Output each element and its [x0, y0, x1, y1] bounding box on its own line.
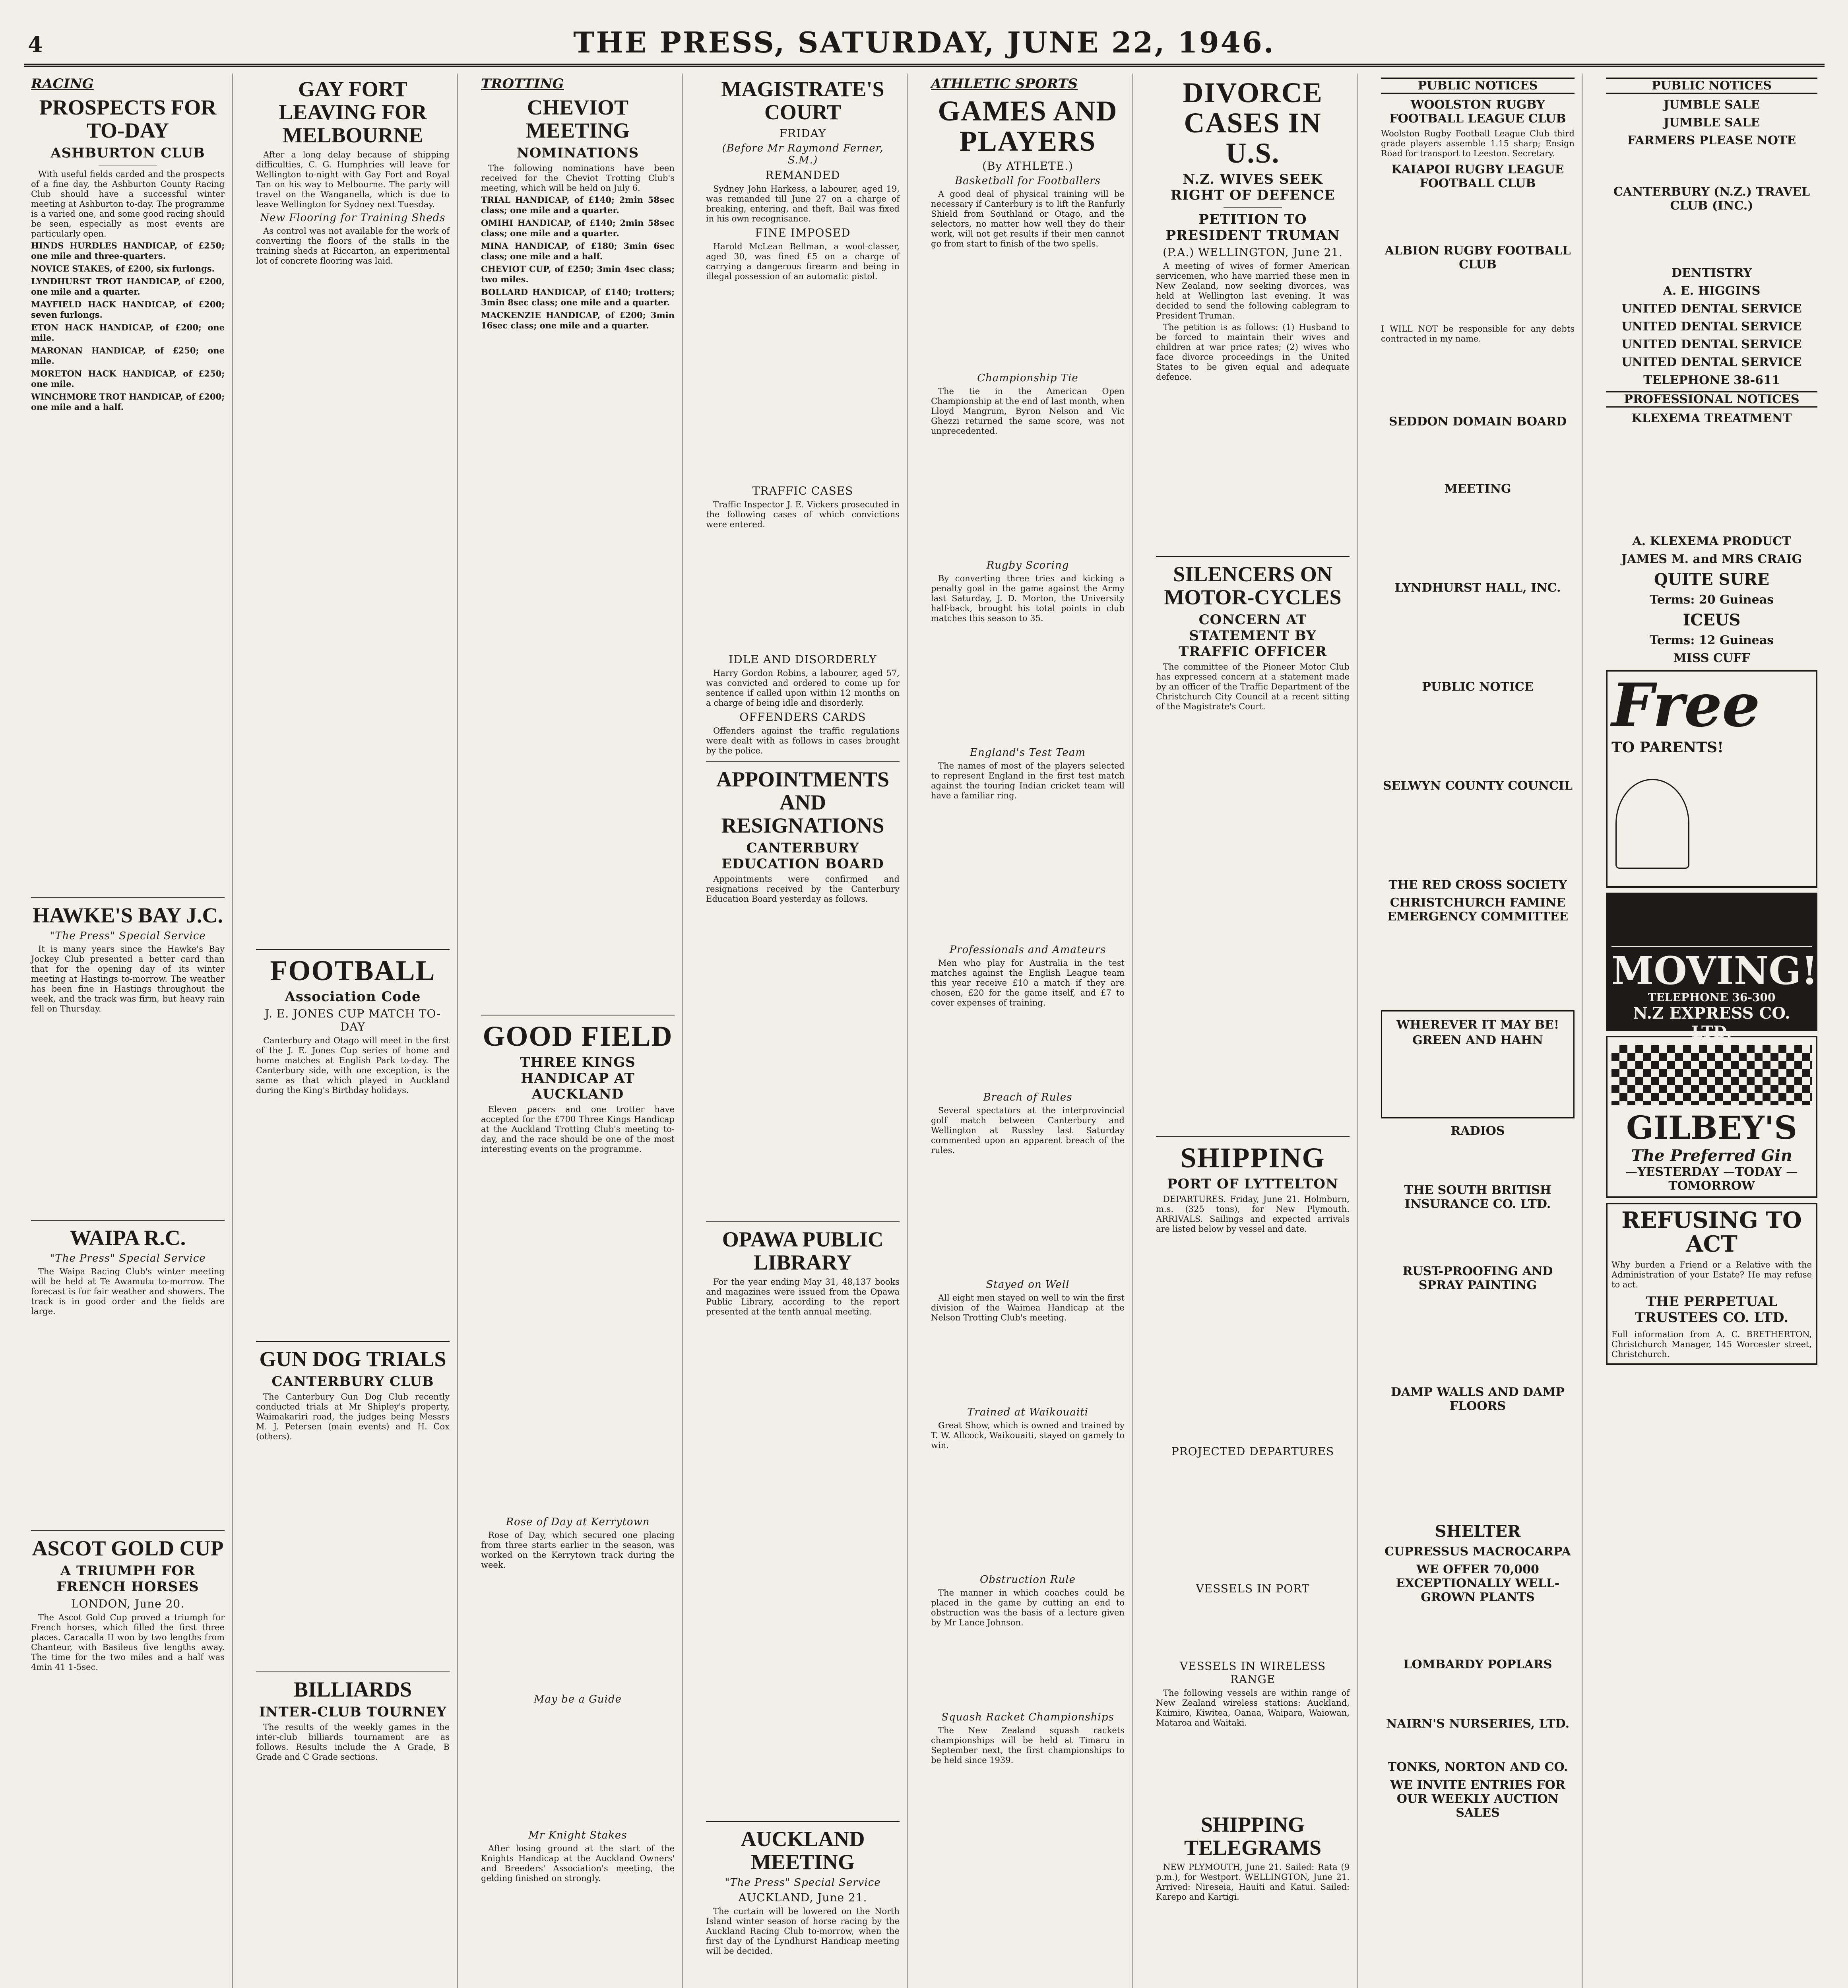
- race-entry: MINA HANDICAP, of £180; 3min 6sec class; one mile and a half.: [481, 241, 675, 261]
- moving-ad: [1606, 893, 1818, 1041]
- article-filler: [931, 1629, 1125, 1709]
- article-filler: [1156, 713, 1350, 1131]
- headline: GAMES AND PLAYERS: [938, 95, 1118, 157]
- article-filler: [481, 1156, 675, 1514]
- notice-filler: [1381, 430, 1575, 478]
- headline: WAIPA R.C.: [70, 1226, 186, 1250]
- article-body: Rose of Day, which secured one placing from three starts earlier in the season, was worked on the Kerrytown track during the week.: [481, 1530, 675, 1570]
- article-body: Several spectators at the interprovincial golf match between Canterbury and Wellington at Russley last Saturday commented upon an apparent breach of the rules.: [931, 1106, 1125, 1155]
- race-entry: MORETON HACK HANDICAP, of £250; one mile.: [31, 369, 225, 389]
- headline: GOOD FIELD: [483, 1020, 673, 1052]
- notice-title: CUPRESSUS MACROCARPA: [1385, 1545, 1571, 1559]
- ad-phone: TELEPHONE 36-300: [1648, 991, 1776, 1004]
- ad-company: N.Z EXPRESS CO. LTD.: [1633, 1004, 1790, 1041]
- headline: APPOINTMENTS AND RESIGNATIONS: [716, 767, 890, 837]
- notice-title: A. KLEXEMA PRODUCT: [1632, 534, 1791, 548]
- article-body: All eight men stayed on well to win the first division of the Waimea Handicap at the Nelson Trotting Club's meeting.: [931, 1293, 1125, 1322]
- notice-title: TELEPHONE 38-611: [1643, 373, 1780, 387]
- article-body: The following nominations have been received for the Cheviot Trotting Club's meeting, which will be held on July 6.: [481, 163, 675, 193]
- notice-title: ALBION RUGBY FOOTBALL CLUB: [1385, 244, 1571, 272]
- article-body: The tie in the American Open Championship at the end of last month, when Lloyd Mangrum, Byron Nelson and Vic Ghezzi returned the same score, was not unprecedented.: [931, 386, 1125, 436]
- crosshead: Breach of Rules: [983, 1091, 1072, 1103]
- divider: [706, 1221, 900, 1222]
- dateline: AUCKLAND, June 21.: [738, 1891, 867, 1904]
- notice-filler: [1381, 1673, 1575, 1713]
- headline: FOOTBALL: [270, 955, 436, 986]
- headline: SHIPPING: [1180, 1142, 1325, 1174]
- crosshead: May be a Guide: [534, 1693, 622, 1705]
- column-6: [1149, 74, 1357, 1988]
- crosshead: Obstruction Rule: [980, 1574, 1076, 1586]
- ad-headline: REFUSING TO ACT: [1621, 1207, 1802, 1257]
- divider: [1156, 1136, 1350, 1137]
- byline: (By ATHLETE.): [982, 159, 1073, 173]
- notice-title: Terms: 12 Guineas: [1649, 633, 1774, 647]
- headline: ASCOT GOLD CUP: [32, 1536, 224, 1560]
- headline: AUCKLAND MEETING: [741, 1827, 865, 1874]
- crosshead: Professionals and Amateurs: [949, 944, 1106, 956]
- notice-filler: [1381, 1140, 1575, 1179]
- notice-filler: [1381, 596, 1575, 676]
- divider: [31, 1530, 225, 1531]
- headline: SHIPPING TELEGRAMS: [1184, 1813, 1322, 1860]
- article-body: Sydney John Harkess, a labourer, aged 19, was remanded till June 27 on a charge of breaking, entering, and theft. Bail was fixed in his own recognisance.: [706, 184, 900, 223]
- race-entry: NOVICE STAKES, of £200, six furlongs.: [31, 264, 215, 274]
- article-filler: [931, 1452, 1125, 1571]
- notice-title: MEETING: [1444, 482, 1511, 496]
- notice-title: JUMBLE SALE: [1663, 116, 1760, 130]
- article-filler: [931, 438, 1125, 557]
- headline: OPAWA PUBLIC LIBRARY: [722, 1227, 884, 1274]
- perpetual-trustees-ad: [1606, 1203, 1817, 1365]
- ad-title: WHEREVER IT MAY BE!: [1396, 1018, 1559, 1032]
- article-filler: [931, 1157, 1125, 1276]
- article-filler: [1156, 384, 1350, 551]
- race-entry: MACKENZIE HANDICAP, of £200; 3min 16sec class; one mile and a quarter.: [481, 310, 675, 330]
- free-to-parents-ad: [1606, 670, 1817, 888]
- divider: [256, 1341, 450, 1342]
- notice-title: KLEXEMA TREATMENT: [1631, 412, 1792, 425]
- article-body: DEPARTURES. Friday, June 21. Holmburn, m.s. (325 tons), for New Plymouth. ARRIVALS. Sailings and expected arrivals are listed below by vessel and date.: [1156, 1194, 1350, 1234]
- subheadline: CONCERN AT STATEMENT BY TRAFFIC OFFICER: [1178, 612, 1327, 660]
- subheadline: A TRIUMPH FOR FRENCH HORSES: [56, 1563, 199, 1595]
- divider: [1224, 207, 1282, 208]
- article-body: Traffic Inspector J. E. Vickers prosecuted in the following cases of which convictions were entered.: [706, 500, 900, 529]
- headline: PROSPECTS FOR TO-DAY: [39, 95, 217, 142]
- article-filler: [256, 1443, 450, 1666]
- notice-title: THE RED CROSS SOCIETY: [1388, 878, 1567, 892]
- removal-truck-icon: [1611, 898, 1812, 947]
- article-body: Men who play for Australia in the test matches against the English League team this year receive £10 a match if they are chosen, £20 for the game itself, and £7 to cover expenses of training.: [931, 958, 1125, 1008]
- notice-filler: [1381, 925, 1575, 1005]
- notice-filler: [1381, 273, 1575, 321]
- subheadline: N.Z. WIVES SEEK RIGHT OF DEFENCE: [1170, 171, 1335, 203]
- subheadline: NOMINATIONS: [516, 145, 639, 161]
- article-filler: [706, 531, 900, 650]
- race-entry: BOLLARD HANDICAP, of £140; trotters; 3min 8sec class; one mile and a quarter.: [481, 287, 675, 307]
- notice-title: NAIRN'S NURSERIES, LTD.: [1386, 1717, 1570, 1731]
- classified-header: PUBLIC NOTICES: [1606, 78, 1817, 94]
- column-5: [924, 74, 1132, 1988]
- notice-filler: [1381, 347, 1575, 411]
- headline: DIVORCE CASES IN U.S.: [1183, 77, 1323, 169]
- article-filler: [931, 802, 1125, 942]
- notice-filler: [1381, 695, 1575, 775]
- article-filler: [931, 1010, 1125, 1089]
- dateline: (P.A.) WELLINGTON, June 21.: [1163, 246, 1343, 259]
- ad-tagline: —YESTERDAY —TODAY —TOMORROW: [1625, 1165, 1798, 1193]
- ad-headline: Free: [1611, 670, 1760, 740]
- notice-title: DAMP WALLS AND DAMP FLOORS: [1390, 1385, 1565, 1413]
- credit-line: "The Press" Special Service: [50, 930, 206, 942]
- bench-line: (Before Mr Raymond Ferner, S.M.): [722, 142, 884, 166]
- notice-title: THE SOUTH BRITISH INSURANCE CO. LTD.: [1404, 1183, 1551, 1211]
- gilbeys-gin-ad: [1606, 1036, 1817, 1198]
- article-body: As control was not available for the work of converting the floors of the stalls in the training sheds at Riccarton, an experimental lot of concrete flooring was laid.: [256, 226, 450, 266]
- crosshead: New Flooring for Training Sheds: [260, 212, 446, 224]
- notice-title: KAIAPOI RUGBY LEAGUE FOOTBALL CLUB: [1391, 163, 1564, 190]
- ad-brand: GREEN AND HAHN: [1412, 1033, 1543, 1047]
- article-body: The New Zealand squash rackets championships will be held at Timaru in September next, the first championships to be held since 1939.: [931, 1726, 1125, 1765]
- notice-filler: [1381, 1606, 1575, 1654]
- article-body: The manner in which coaches could be placed in the game by cutting an end to obstruction was the basis of a lecture given by Mr Lance Johnson.: [931, 1588, 1125, 1627]
- crosshead: IDLE AND DISORDERLY: [729, 653, 877, 666]
- headline: GAY FORT LEAVING FOR MELBOURNE: [279, 77, 427, 147]
- article-body: NEW PLYMOUTH, June 21. Sailed: Rata (9 p.m.), for Westport. WELLINGTON, June 21. Arrived: Nireseia, Hauiti and Katui. Sailed: Karepo and Kartigi.: [1156, 1862, 1350, 1902]
- article-body: The following vessels are within range of New Zealand wireless stations: Auckland, Kaimiro, Kiwitea, Oanaa, Waipara, Waiowan, Mataroa and Waitaki.: [1156, 1688, 1350, 1728]
- notice-filler: [1381, 794, 1575, 874]
- crosshead: Championship Tie: [977, 372, 1078, 384]
- notice-filler: [1606, 214, 1817, 262]
- notice-title: QUITE SURE: [1654, 570, 1770, 589]
- article-body: Canterbury and Otago will meet in the first of the J. E. Jones Cup series of home and home matches at English Park to-day. The Canterbury side, with one exception, is the same as that which played in Auckland during the King's Birthday holidays.: [256, 1036, 450, 1095]
- subheadline: CANTERBURY CLUB: [271, 1374, 434, 1390]
- notice-filler: [1381, 1415, 1575, 1518]
- shipping-filler: [1156, 1904, 1350, 1988]
- headline: GUN DOG TRIALS: [259, 1347, 446, 1371]
- notice-title: WE INVITE ENTRIES FOR OUR WEEKLY AUCTION SALES: [1390, 1778, 1565, 1820]
- crosshead: Trained at Waikouaiti: [967, 1406, 1088, 1418]
- credit-line: "The Press" Special Service: [50, 1252, 206, 1264]
- notice-body: Woolston Rugby Football League Club third grade players assemble 1.15 sharp; Ensign Road for transport to Leeston. Secretary.: [1381, 129, 1575, 158]
- notice-title: CHRISTCHURCH FAMINE EMERGENCY COMMITTEE: [1387, 896, 1569, 924]
- dateline: FRIDAY: [779, 127, 826, 140]
- notice-filler: [1381, 1213, 1575, 1260]
- article-body: The names of most of the players selected to represent England in the first test match against the touring Indian cricket team will have a familiar ring.: [931, 761, 1125, 800]
- crosshead: TRAFFIC CASES: [752, 484, 853, 497]
- article-body: The Canterbury Gun Dog Club recently conducted trials at Mr Shipley's property, Waimakariri road, the judges being Messrs M. J. Petersen (main events) and H. Cox (others).: [256, 1392, 450, 1441]
- shipping-filler: [1156, 1460, 1350, 1580]
- article-body: The Ascot Gold Cup proved a triumph for French horses, which filled the first three places. Caracalla II won by two lengths from Chanteur, with Basileus five lengths away. The time for the two miles and a half was 4min 41 1-5sec.: [31, 1613, 225, 1672]
- notice-title: DENTISTRY: [1671, 266, 1752, 280]
- article-body: It is many years since the Hawke's Bay Jockey Club presented a better card than that for the opening day of its winter meeting at Hastings to-morrow. The weather has been fine in Hastings throughout the week, and the track was firm, but heavy rain fell on Thursday.: [31, 944, 225, 1013]
- ad-headline: MOVING!: [1611, 948, 1818, 993]
- crosshead: Squash Racket Championships: [941, 1711, 1114, 1723]
- crosshead: Stayed on Well: [986, 1279, 1070, 1291]
- notice-filler: [1381, 1294, 1575, 1381]
- section-label: RACING: [31, 76, 94, 92]
- article-body: A good deal of physical training will be necessary if Canterbury is to lift the Ranfurly Shield from Southland or Otago, and the selectors, no matter how well they do their work, will not get results if their men cannot go from start to finish of the two spells.: [931, 189, 1125, 248]
- notice-filler: [1606, 427, 1817, 530]
- notice-title: SELWYN COUNTY COUNCIL: [1383, 779, 1573, 793]
- ad-subheadline: TO PARENTS!: [1611, 739, 1724, 756]
- race-entry: MAYFIELD HACK HANDICAP, of £200; seven furlongs.: [31, 299, 225, 320]
- notice-title: TONKS, NORTON AND CO.: [1387, 1760, 1568, 1774]
- race-entry: WINCHMORE TROT HANDICAP, of £200; one mile and a half.: [31, 392, 225, 412]
- notice-title: WE OFFER 70,000 EXCEPTIONALLY WELL-GROWN PLANTS: [1396, 1563, 1560, 1604]
- subheadline: INTER-CLUB TOURNEY: [259, 1704, 447, 1720]
- race-entry: CHEVIOT CUP, of £250; 3min 4sec class; two miles.: [481, 264, 675, 284]
- article-filler: [256, 268, 450, 944]
- notice-title: SHELTER: [1435, 1522, 1521, 1541]
- race-entry: TRIAL HANDICAP, of £140; 2min 58sec class; one mile and a quarter.: [481, 195, 675, 215]
- article-filler: [256, 1097, 450, 1336]
- shipping-filler: [1156, 1598, 1350, 1657]
- article-body: The curtain will be lowered on the North Island winter season of horse racing by the Auckland Racing Club to-morrow, when the first day of the Lyndhurst Handicap meeting will be decided.: [706, 1906, 900, 1956]
- article-body: Harry Gordon Robins, a labourer, aged 57, was convicted and ordered to come up for sentence if called upon within 12 months on a charge of being idle and disorderly.: [706, 668, 900, 708]
- notice-title: FARMERS PLEASE NOTE: [1627, 134, 1796, 148]
- divider: [31, 897, 225, 898]
- section-label: ATHLETIC SPORTS: [931, 76, 1078, 92]
- notice-title: ICEUS: [1683, 611, 1741, 629]
- notice-title: UNITED DENTAL SERVICE: [1621, 302, 1802, 316]
- notice-title: CANTERBURY (N.Z.) TRAVEL CLUB (INC.): [1613, 185, 1810, 213]
- divider: [1156, 556, 1350, 557]
- race-entry: ETON HACK HANDICAP, of £200; one mile.: [31, 322, 225, 343]
- race-fields-filler: [31, 415, 225, 892]
- notice-title: UNITED DENTAL SERVICE: [1621, 355, 1802, 369]
- notice-title: JAMES M. and MRS CRAIG: [1621, 552, 1802, 566]
- page-title: THE PRESS, SATURDAY, JUNE 22, 1946.: [573, 25, 1275, 59]
- notice-title: LOMBARDY POPLARS: [1403, 1658, 1552, 1672]
- headline: MAGISTRATE'S COURT: [721, 77, 884, 124]
- subheadline: J. E. JONES CUP MATCH TO-DAY: [265, 1007, 441, 1033]
- credit-line: "The Press" Special Service: [725, 1877, 881, 1889]
- article-body: With useful fields carded and the prospects of a fine day, the Ashburton County Racing Club should have a successful winter meeting at Ashburton to-day. The programme is a varied one, and some good racing should be seen, especially as most events are particularly open.: [31, 169, 225, 239]
- article-filler: [706, 1958, 900, 1988]
- subheadline: ASHBURTON CLUB: [50, 145, 205, 161]
- section-label: TROTTING: [481, 76, 564, 92]
- nominations-filler: [481, 333, 675, 1009]
- checker-pattern: [1611, 1045, 1812, 1105]
- column-4: [699, 74, 908, 1988]
- notice-filler: [1381, 192, 1575, 240]
- notice-filler: [1606, 149, 1817, 181]
- subheadline: PETITION TO PRESIDENT TRUMAN: [1165, 212, 1340, 243]
- notice-filler: [1381, 1732, 1575, 1756]
- notice-title: UNITED DENTAL SERVICE: [1621, 320, 1802, 334]
- crosshead: VESSELS IN PORT: [1196, 1582, 1310, 1595]
- crosshead: Rose of Day at Kerrytown: [506, 1516, 650, 1528]
- column-1: [24, 74, 233, 1988]
- article-body: By converting three tries and kicking a penalty goal in the game against the Army last Saturday, J. D. Morton, the University half-back, brought his total points in club matches this season to 35.: [931, 574, 1125, 623]
- headline: CHEVIOT MEETING: [526, 95, 630, 142]
- classified-header: PROFESSIONAL NOTICES: [1606, 391, 1817, 408]
- dateline: LONDON, June 20.: [71, 1597, 185, 1610]
- article-body: The results of the weekly games in the inter-club billiards tournament are as follows. Results include the A Grade, B Grade and C Grade sections.: [256, 1722, 450, 1762]
- crosshead: England's Test Team: [970, 747, 1086, 759]
- article-body: For the year ending May 31, 48,137 books and magazines were issued from the Opawa Public Library, according to the report presented at the tenth annual meeting.: [706, 1277, 900, 1316]
- article-body: After losing ground at the start of the Knights Handicap at the Auckland Owners' and Breeders' Association's meeting, the gelding finished on strongly.: [481, 1844, 675, 1883]
- notice-title: UNITED DENTAL SERVICE: [1621, 338, 1802, 351]
- column-8: [1599, 74, 1825, 1988]
- race-entry: HINDS HURDLES HANDICAP, of £250; one mile and three-quarters.: [31, 241, 225, 261]
- divider: [31, 1220, 225, 1221]
- notice-title: LYNDHURST HALL, INC.: [1394, 581, 1561, 595]
- column-3: [474, 74, 683, 1988]
- crosshead: FINE IMPOSED: [755, 226, 851, 239]
- crosshead: Basketball for Footballers: [955, 175, 1101, 187]
- article-body: The petition is as follows: (1) Husband to be forced to maintain their wives and children at war price rates; (2) wives who face divorce proceedings in the United States to be given equal and adequate defence.: [1156, 322, 1350, 382]
- divider: [706, 1821, 900, 1822]
- ad-contact: Full information from A. C. BRETHERTON, Christchurch Manager, 145 Worcester street, Christchurch.: [1611, 1330, 1812, 1359]
- ad-company: THE PERPETUAL TRUSTEES CO. LTD.: [1635, 1294, 1789, 1326]
- shipping-filler: [1156, 1730, 1350, 1809]
- notice-title: SEDDON DOMAIN BOARD: [1388, 415, 1567, 429]
- notice-title: PUBLIC NOTICE: [1422, 680, 1534, 694]
- crosshead: Rugby Scoring: [986, 559, 1069, 571]
- classified-header: PUBLIC NOTICES: [1381, 78, 1575, 94]
- crosshead: VESSELS IN WIRELESS RANGE: [1179, 1660, 1326, 1686]
- notice-title: Terms: 20 Guineas: [1649, 593, 1774, 607]
- crosshead: OFFENDERS CARDS: [739, 711, 866, 724]
- race-fields-filler: [31, 1318, 225, 1525]
- article-body: The committee of the Pioneer Motor Club has expressed concern at a statement made by an officer of the Traffic Department of the Christchurch City Council at a recent sitting of the Magistrate's Court.: [1156, 662, 1350, 711]
- subheadline: THREE KINGS HANDICAP AT AUCKLAND: [520, 1054, 636, 1102]
- page-number: 4: [28, 32, 43, 57]
- article-body: Appointments were confirmed and resignations received by the Canterbury Education Board yesterday as follows.: [706, 874, 900, 904]
- race-fields-filler: [31, 1015, 225, 1214]
- masthead: [24, 16, 1825, 67]
- divider: [706, 761, 900, 762]
- notice-title: MISS CUFF: [1673, 651, 1750, 665]
- notice-title: WOOLSTON RUGBY FOOTBALL LEAGUE CLUB: [1389, 98, 1566, 126]
- column-2: [249, 74, 458, 1988]
- subheadline: CANTERBURY EDUCATION BOARD: [721, 840, 884, 872]
- article-body: Great Show, which is owned and trained by T. W. Allcock, Waikouaiti, stayed on gamely to win.: [931, 1421, 1125, 1450]
- article-body: A meeting of wives of former American servicemen, who have married these men in New Zealand, now seeking divorces, was held at Wellington last evening. It was decided to send the following cablegram to President Truman.: [1156, 261, 1350, 320]
- divider: [256, 949, 450, 950]
- notice-filler: [1381, 497, 1575, 577]
- ad-tagline: The Preferred Gin: [1631, 1146, 1792, 1165]
- race-entry: OMIHI HANDICAP, of £140; 2min 58sec class; one mile and a quarter.: [481, 218, 675, 238]
- notice-title: JUMBLE SALE: [1663, 98, 1760, 112]
- ad-body: Why burden a Friend or a Relative with the Administration of your Estate? He may refuse to act.: [1611, 1260, 1812, 1289]
- column-7: [1374, 74, 1582, 1988]
- article-filler: [706, 283, 900, 482]
- subheadline: PORT OF LYTTELTON: [1167, 1176, 1338, 1192]
- newspaper-columns: [24, 74, 1825, 1988]
- appointments-filler: [706, 906, 900, 1216]
- race-entry: MARONAN HANDICAP, of £250; one mile.: [31, 346, 225, 366]
- crosshead: Mr Knight Stakes: [528, 1829, 627, 1841]
- article-body: The Waipa Racing Club's winter meeting will be held at Te Awamutu to-morrow. The forecast is for fair weather and showers. The track is in good order and the fields are large.: [31, 1267, 225, 1316]
- notice-title: RUST-PROOFING AND SPRAY PAINTING: [1402, 1264, 1553, 1292]
- article-filler: [931, 1324, 1125, 1404]
- headline: SILENCERS ON MOTOR-CYCLES: [1164, 562, 1342, 609]
- headline: HAWKE'S BAY J.C.: [32, 903, 223, 927]
- notice-title: A. E. HIGGINS: [1663, 284, 1761, 298]
- article-filler: [481, 1572, 675, 1691]
- article-body: Offenders against the traffic regulations were dealt with as follows in cases brought by the police.: [706, 726, 900, 755]
- child-illustration-icon: [1615, 779, 1689, 869]
- article-body: Harold McLean Bellman, a wool-classer, aged 30, was fined £5 on a charge of carrying a dangerous firearm and being in illegal possession of an automatic pistol.: [706, 242, 900, 281]
- crosshead: REMANDED: [765, 169, 840, 182]
- notice-body: I WILL NOT be responsible for any debts contracted in my name.: [1381, 324, 1575, 344]
- article-filler: [481, 1708, 675, 1827]
- race-entry: LYNDHURST TROT HANDICAP, of £200, one mile and a quarter.: [31, 276, 225, 297]
- crosshead: PROJECTED DEPARTURES: [1171, 1445, 1334, 1458]
- article-filler: [931, 250, 1125, 370]
- notice-title: RADIOS: [1450, 1124, 1505, 1138]
- green-and-hahn-ad: [1381, 1010, 1575, 1118]
- shipping-filler: [1156, 1236, 1350, 1442]
- ad-brand: GILBEY'S: [1626, 1109, 1797, 1146]
- headline: BILLIARDS: [293, 1677, 412, 1701]
- article-filler: [931, 625, 1125, 744]
- article-body: Eleven pacers and one trotter have accepted for the £700 Three Kings Handicap at the Auckland Trotting Club's meeting to-day, and the race should be one of the most interesting events on the programme.: [481, 1105, 675, 1154]
- article-filler: [706, 1318, 900, 1815]
- article-body: After a long delay because of shipping difficulties, C. G. Humphries will leave for Wellington to-night with Gay Fort and Royal Tan on his way to Melbourne. The party will travel on the Wanganella, which is due to leave Wellington for Sydney next Tuesday.: [256, 150, 450, 209]
- subheadline: Association Code: [285, 989, 421, 1005]
- article-filler: [31, 1674, 225, 1897]
